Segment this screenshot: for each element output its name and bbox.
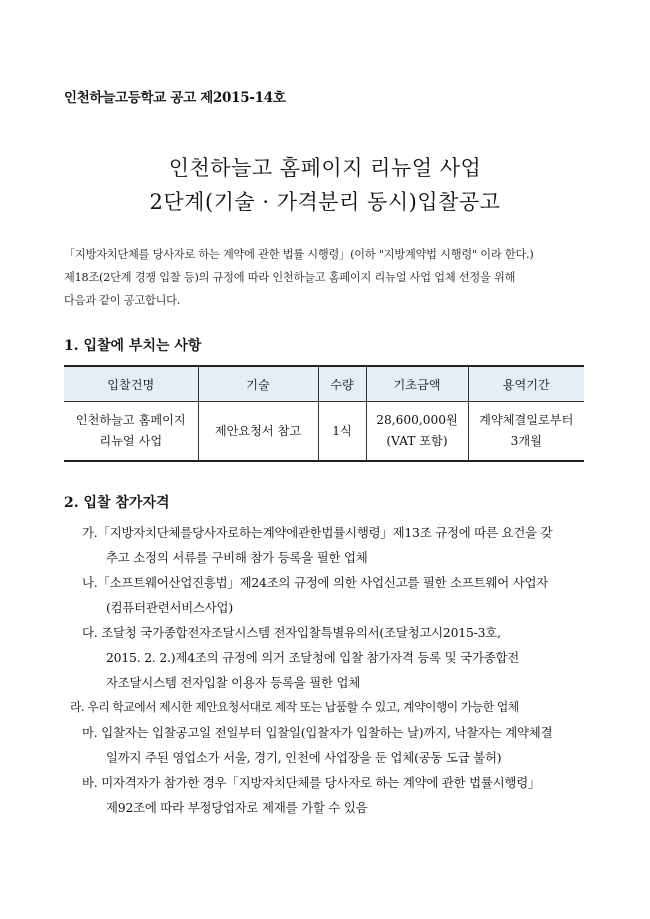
section1-heading: 1. 입찰에 부치는 사항 — [64, 338, 202, 354]
qualification-line: 나.「소프트웨어산업진흥법」제24조의 규정에 의한 사업신고를 필한 소프트웨어 사업자 — [82, 575, 549, 590]
cell-amount — [366, 402, 468, 462]
qualification-line: 라. 우리 학교에서 제시한 제안요청서대로 제작 또는 납품할 수 있고, 계약이행이 가능한 업체 — [70, 700, 519, 714]
intro-line: 제18조(2단계 경쟁 입찰 등)의 규정에 따라 인천하늘고 홈페이지 리뉴얼 사업 업체 선정을 위해 — [64, 271, 516, 284]
cell-tech: 제안요청서 참고 — [198, 402, 318, 462]
cell-period — [468, 402, 584, 462]
column-header-period: 용역기간 — [468, 366, 584, 402]
qualification-line: 제92조에 따라 부정당업자로 제재를 가할 수 있음 — [106, 800, 368, 815]
column-header-amount: 기초금액 — [366, 366, 468, 402]
table-header-row — [64, 366, 584, 402]
intro-line: 다음과 같이 공고합니다. — [64, 294, 181, 307]
section2-heading: 2. 입찰 참가자격 — [64, 495, 170, 511]
cell-bid-name — [64, 402, 198, 462]
qualification-line: 다. 조달청 국가종합전자조달시스템 전자입찰특별유의서(조달청고시2015-3호, — [82, 625, 501, 640]
column-header-tech: 기술 — [198, 366, 318, 402]
column-header-qty: 수량 — [318, 366, 366, 402]
bid-table — [64, 365, 584, 462]
qualification-line: 가.「지방자치단체를당사자로하는계약에관한법률시행령」제13조 규정에 따른 요건을 갖 — [82, 525, 553, 540]
document-title-line1: 인천하늘고 홈페이지 리뉴얼 사업 — [168, 156, 482, 180]
table-row — [64, 402, 584, 462]
amount-vat: (VAT 포함) — [386, 434, 448, 448]
period-line1: 계약체결일로부터 — [479, 413, 574, 427]
qualification-line: 마. 입찰자는 입찰공고일 전일부터 입찰일(입찰자가 입찰하는 날)까지, 낙찰자는 계약체결 — [82, 725, 553, 740]
amount-value: 28,600,000원 — [376, 413, 458, 427]
bid-name-line2: 리뉴얼 사업 — [99, 434, 163, 448]
qualification-line: (컴퓨터관련서비스사업) — [106, 600, 233, 615]
period-line2: 3개월 — [510, 434, 542, 448]
document-title-line2: 2단계(기술 · 가격분리 동시)입찰공고 — [149, 190, 501, 214]
qualification-line: 자조달시스템 전자입찰 이용자 등록을 필한 업체 — [106, 675, 361, 690]
intro-line: 「지방자치단체를 당사자로 하는 계약에 관한 법률 시행령」(이하 "지방계약법 시행령" 이라 한다.) — [64, 248, 534, 261]
bid-name-line1: 인천하늘고 홈페이지 — [75, 413, 186, 427]
cell-qty: 1식 — [318, 402, 366, 462]
notice-number: 인천하늘고등학교 공고 제2015-14호 — [64, 90, 286, 106]
qualification-line: 바. 미자격자가 참가한 경우「지방자치단체를 당사자로 하는 계약에 관한 법률시행령」 — [82, 775, 541, 790]
qualification-line: 2015. 2. 2.)제4조의 규정에 의거 조달청에 입찰 참가자격 등록 및 국가종합전 — [106, 650, 520, 665]
qualification-line: 일까지 주된 영업소가 서울, 경기, 인천에 사업장을 둔 업체(공동 도급 불허) — [106, 750, 502, 765]
column-header-name: 입찰건명 — [64, 366, 198, 402]
qualification-line: 추고 소정의 서류를 구비해 참가 등록을 필한 업체 — [106, 550, 368, 565]
